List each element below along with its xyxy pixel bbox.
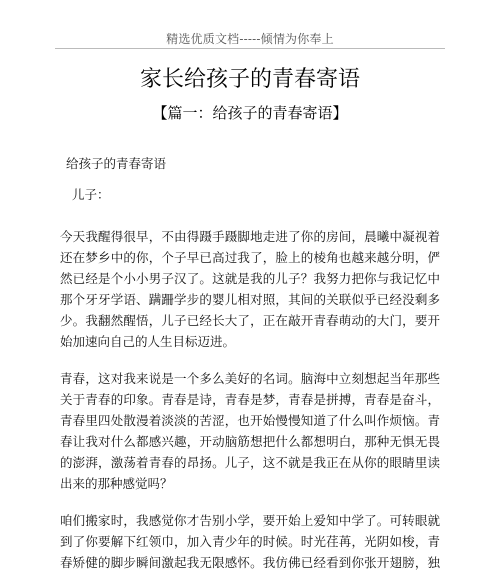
document-title: 家长给孩子的青春寄语 <box>139 67 360 92</box>
paragraph-line: 青春里四处散漫着淡淡的苦涩，也开始慢慢知道了什么叫作烦恼。青 <box>60 413 440 428</box>
paragraph-3 <box>60 510 440 573</box>
paragraph-2 <box>60 368 440 494</box>
page-header: 精选优质文档-----倾情为你奉上 <box>166 32 334 46</box>
salutation: 儿子： <box>72 187 110 202</box>
subtitle: 给孩子的青春寄语 <box>66 156 167 171</box>
paragraph-1 <box>60 226 440 352</box>
paragraph-line: 今天我醒得很早，不由得蹑手蹑脚地走进了你的房间，晨曦中凝视着 <box>60 229 440 244</box>
section-title: 【篇一：给孩子的青春寄语】 <box>152 104 348 122</box>
paragraph-line: 到了你要解下红领巾，加入青少年的时候。时光荏苒，光阴如梭，青 <box>60 534 440 549</box>
paragraph-line: 的澎湃，激荡着青春的昂扬。儿子，这不就是我正在从你的眼睛里读 <box>60 455 440 470</box>
paragraph-line: 咱们搬家时，我感觉你才告别小学，要开始上爱知中学了。可转眼就 <box>60 513 440 528</box>
paragraph-line: 春矫健的脚步瞬间激起我无限感怀。我仿佛已经看到你张开翅膀，独 <box>60 555 440 570</box>
paragraph-line: 关于青春的印象。青春是诗，青春是梦，青春是拼搏，青春是奋斗， <box>60 392 440 407</box>
paragraph-line: 青春，这对我来说是一个多么美好的名词。脑海中立刻想起当年那些 <box>60 371 440 386</box>
paragraph-line: 少。我翻然醒悟，儿子已经长大了，正在敲开青春萌动的大门，要开 <box>60 313 440 328</box>
paragraph-line: 还在梦乡中的你，个子早已高过我了，脸上的棱角也越来越分明，俨 <box>60 250 440 265</box>
paragraph-line: 春让我对什么都感兴趣，开动脑筋想把什么都想明白，那种无惧无畏 <box>60 434 440 449</box>
paragraph-line: 然已经是个小小男子汉了。这就是我的儿子？我努力把你与我记忆中 <box>60 271 440 286</box>
paragraph-line: 那个牙牙学语、蹒跚学步的婴儿相对照，其间的关联似乎已经没剩多 <box>60 292 440 307</box>
header-divider <box>55 48 445 49</box>
paragraph-line: 始加速向自己的人生目标迈进。 <box>60 334 236 349</box>
paragraph-line: 出来的那种感觉吗？ <box>60 476 173 491</box>
